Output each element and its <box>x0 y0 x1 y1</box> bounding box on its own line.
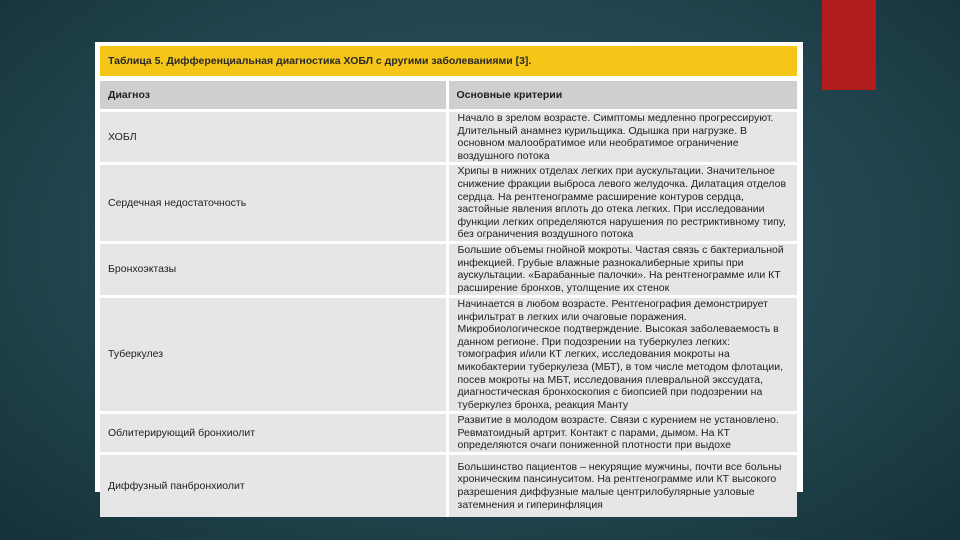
table-header-row <box>100 81 797 109</box>
diagnosis-cell: Туберкулез <box>100 298 449 411</box>
criteria-cell: Большинство пациентов – некурящие мужчины, почти все больны хроническим пансинуситом. На рентгенограмме или КТ высокого разрешения диффузные малые центрилобулярные узловые затемнения и гиперинфляция <box>449 455 798 517</box>
table-row <box>100 112 797 162</box>
table-image <box>95 42 803 511</box>
table-title: Таблица 5. Дифференциальная диагностика ХОБЛ с другими заболеваниями [3]. <box>100 46 797 76</box>
criteria-cell: Развитие в молодом возрасте. Связи с курением не установлено. Ревматоидный артрит. Контакт с парами, дымом. На КТ определяются очаги пониженной плотности при выдохе <box>449 414 798 452</box>
criteria-cell: Большие объемы гнойной мокроты. Частая связь с бактериальной инфекцией. Грубые влажные разнокалиберные хрипы при аускультации. «Барабанные палочки». На рентгенограмме или КТ расширение бронхов, утолщение их стенок <box>449 244 798 295</box>
criteria-cell: Начинается в любом возрасте. Рентгенография демонстрирует инфильтрат в легких или очаговые поражения. Микробиологическое подтверждение. Высокая заболеваемость в данном регионе. При подозрении на туберкулез легких: томография и/или КТ легких, исследования мокроты на микобактерии туберкулеза (МБТ), в том числе методом флотации, посев мокроты на МБТ, исследования плевральной экссудата, диагностическая бронхоскопия с биопсией при подозрении на туберкулез бронха, реакция Манту <box>449 298 798 411</box>
diagnosis-cell: Бронхоэктазы <box>100 244 449 295</box>
criteria-cell: Хрипы в нижних отделах легких при аускультации. Значительное снижение фракции выброса левого желудочка. Дилатация отделов сердца. На рентгенограмме расширение контуров сердца, застойные явления вплоть до отека легких. При исследовании функции легких определяются нарушения по рестриктивному типу, без ограничения воздушного потока <box>449 165 798 241</box>
header-criteria: Основные критерии <box>449 81 798 109</box>
diagnosis-cell: ХОБЛ <box>100 112 449 162</box>
table-row <box>100 165 797 241</box>
table-row <box>100 244 797 295</box>
table-row <box>100 455 797 517</box>
diagnosis-table <box>100 78 797 520</box>
accent-tab <box>822 0 876 90</box>
diagnosis-cell: Сердечная недостаточность <box>100 165 449 241</box>
table-row <box>100 298 797 411</box>
diagnosis-cell: Облитерирующий бронхиолит <box>100 414 449 452</box>
criteria-cell: Начало в зрелом возрасте. Симптомы медленно прогрессируют. Длительный анамнез курильщика. Одышка при нагрузке. В основном малообратимое или необратимое ограничение воздушного потока <box>449 112 798 162</box>
header-diagnosis: Диагноз <box>100 81 449 109</box>
table-row <box>100 414 797 452</box>
diagnosis-cell: Диффузный панбронхиолит <box>100 455 449 517</box>
